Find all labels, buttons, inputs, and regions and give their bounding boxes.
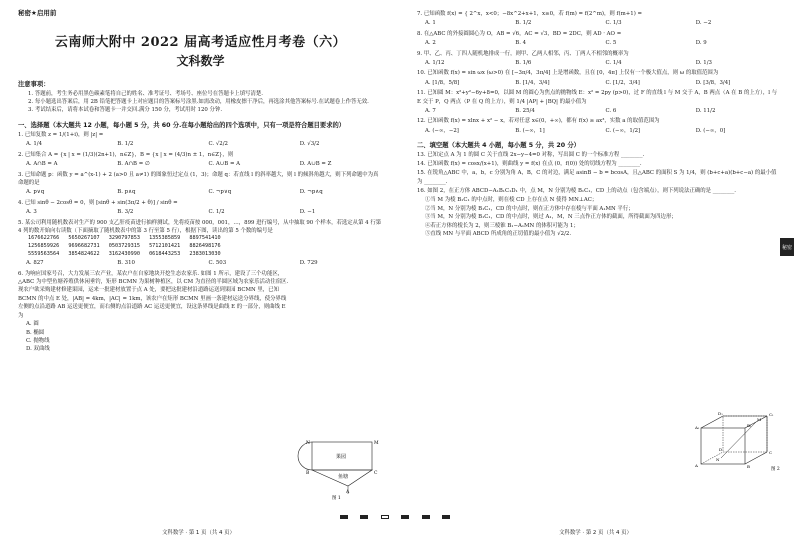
option: D. ¬p∧q	[299, 189, 323, 196]
question-2: 2. 已知集合 A = {x | x = (1/3)(2n+1)，n∈Z}，B = {x | x = (4/3)n ± 1，n∈Z}，则	[18, 151, 234, 158]
notice-item: 3. 考试结束后，请将本试卷和答题卡一并交回.满分 150 分，考试用时 120 分钟.	[28, 107, 223, 113]
question-12-options	[417, 127, 778, 135]
option: D. 11/2	[695, 108, 716, 115]
figure-2-label: 图 2	[771, 467, 780, 472]
question-6-options	[18, 320, 383, 354]
option: C. A∪B = A	[208, 161, 241, 168]
mark	[340, 515, 348, 519]
random-table-row: 1676622766 5650267107 3290797853 1355385859 8897541410	[28, 235, 221, 242]
section1-heading: 一、选择题（本大题共 12 小题，每小题 5 分，共 60 分.在每小题给出的四个选项中，只有一项是符合题目要求的）	[18, 122, 346, 129]
option: B. A∩B = ∅	[117, 161, 150, 168]
option: A. 圆	[26, 321, 39, 328]
option: D. 729	[299, 260, 318, 267]
option: B. 3/2	[117, 209, 134, 216]
option: C. [1/2，3/4]	[605, 79, 640, 86]
page-footer-2: 文科数学 · 第 2 页（共 4 页）	[559, 530, 632, 536]
question-1: 1. 已知复数 z = 1/(1+i)，则 |z| =	[18, 132, 104, 138]
question-2-options	[18, 160, 383, 168]
question-11: 11. 已知圆 M：x²+y²−6y+8=0，以圆 M 的圆心为焦点的抛物线 E：x² = 2py (p>0)，过 F 的直线 l 与 M 交于 A，B 两点（A 在 B 的上方），l 与 E 交于 P，Q 两点（P 在 Q 的上方），则 1/4 |AP| + |BQ| 的最小值为	[417, 90, 778, 105]
question-10-options	[417, 79, 778, 87]
option: D. −1	[299, 209, 316, 216]
statement: ①当 M 为棱 B₁C₁ 的中点时，则在棱 CD 上存在点 N 使得 MN⊥AC；	[425, 197, 598, 204]
figure-1-zone-orchard: 果园	[336, 454, 347, 460]
question-5: 5. 某公司利用随机数表对生产的 900 支乙肝疫苗进行抽样测试，先将疫苗按 000，001，…，899 进行编号，从中抽取 90 个样本，若选定从第 4 行第 4 列的数开始向右读数（下面摘取了随机数表中的第 3 行至第 5 行），根据下图，读出的第 5 个数的编号是	[18, 219, 382, 235]
question-12: 12. 已知函数 f(x) = xlnx + x² − x，若对任意 x∈(0，+∞)，都有 f(x) ≥ ax³，实数 a 的取值范围为	[417, 118, 660, 125]
option: D. A∪B = Z	[299, 161, 332, 168]
option: A. [1/8，5/8]	[425, 79, 460, 86]
page-footer-1: 文科数学 · 第 1 页（共 4 页）	[162, 530, 235, 536]
option: A. (−∞，−2]	[425, 127, 459, 134]
question-7: 7. 已知函数 f(x) = { 2^x，x<0；−8x^2+x+1，x≥0，若 f(m) = f(2^m)，则 f(m+1) =	[417, 11, 643, 17]
exam-subject: 文科数学	[176, 54, 225, 68]
option: D. 1/3	[695, 60, 712, 67]
option: C. 6	[605, 108, 617, 115]
statement: ②当 M，N 分别为棱 B₁C₁，CD 的中点时，则在正方体中存在棱与平面 A₁MN 平行；	[425, 205, 634, 212]
option: C. 5	[605, 40, 617, 47]
question-3-options	[18, 188, 383, 196]
question-9: 9. 甲、乙、丙、丁四人随机地排成一行，则甲、乙两人相邻，丙、丁两人不相邻的概率为	[417, 50, 629, 57]
mark	[381, 515, 389, 519]
figure-2-point: B₁	[747, 423, 752, 428]
figure-1-point: M	[374, 441, 379, 446]
option: C. 1/2	[208, 209, 225, 216]
statement: ③当 M，N 分别为棱 B₁C₁，CD 的中点时，则过 A₁，M，N 三点作正方体的截面，所得截面为四边形；	[425, 214, 677, 221]
page-separator-marks	[340, 515, 450, 521]
option: A. 7	[425, 108, 436, 115]
option: B. 1/6	[515, 60, 532, 67]
question-4-options	[18, 208, 383, 216]
side-tab-secret: 秘密	[780, 238, 794, 256]
question-8-options	[417, 39, 778, 47]
option: C. 1/3	[605, 20, 622, 27]
mark	[442, 515, 450, 519]
question-9-options	[417, 59, 778, 67]
mark	[422, 515, 430, 519]
option: C. 抛物线	[26, 337, 50, 344]
option: A. p∨q	[26, 189, 45, 196]
mark	[401, 515, 409, 519]
question-16: 16. 如图 2，在正方体 ABCD−A₁B₁C₁D₁ 中，点 M，N 分别为棱 B₁C₁，CD 上的动点（包含端点），则下列说法正确的是 ________.	[417, 188, 737, 195]
option: C. ¬p∨q	[208, 189, 232, 196]
question-3: 3. 已知命题 p：函数 y = a^(x-1) + 2 (a>0 且 a≠1) 的图象恒过定点 (1，3)；命题 q：若直线 l 的斜率越大，则 l 的倾斜角越大，则下列命题中为真命题的是	[18, 171, 379, 187]
figure-2-point: D	[719, 447, 723, 452]
notice-heading: 注意事项：	[18, 81, 50, 88]
notice-item: 1. 答题前，考生务必用黑色碳素笔将自己的姓名、准考证号、考场号、座位号在答题卡上填写清楚.	[28, 91, 263, 97]
exam-page-2	[397, 0, 794, 544]
option: B. p∧q	[117, 189, 136, 196]
option: B. 310	[117, 260, 135, 267]
option: C. 1/4	[605, 60, 622, 67]
mark	[360, 515, 368, 519]
option: A. A∩B = A	[26, 161, 58, 168]
figure-1-diagram	[288, 438, 384, 500]
option: D. [3/8，3/4]	[695, 79, 731, 86]
figure-2-point: M	[757, 417, 762, 422]
random-table-row: 5559563564 3854824622 3162430990 0618443253 2383013030	[28, 250, 221, 257]
question-7-options	[417, 19, 778, 27]
question-15: 15. 在锐角△ABC 中，a，b，c 分别为角 A，B，C 的对边，满足 asinB − b = bcosA，且△ABC 的面积 S 为 1/4，则 (b+c+a)(b+c−a) 的最小值为 ________.	[417, 170, 777, 186]
figure-2-point: B	[747, 464, 750, 469]
option: B. 椭圆	[26, 329, 45, 336]
option: A. 2	[425, 40, 436, 47]
random-table-row: 1256859926 9696682731 0503729315 5712101421 8826498176	[28, 243, 221, 250]
option: D. −2	[695, 20, 712, 27]
figure-1-point: A	[346, 490, 350, 495]
question-11-options	[417, 107, 778, 115]
option: A. 1/12	[425, 60, 445, 67]
option: C. (−∞，1/2]	[605, 127, 641, 134]
option: C. √2/2	[208, 141, 228, 148]
option: B. [1/4，3/4]	[515, 79, 550, 86]
question-14: 14. 已知函数 f(x) = cosx/(x+1)，则曲线 y = f(x) 在点 (0，f(0)) 处的切线方程为 ________.	[417, 161, 642, 168]
question-10: 10. 已知函数 f(x) = sin ωx (ω>0) 在 [−3π/4，3π/4] 上是增函数，且在 [0，4π] 上仅有一个极大值点，则 ω 的取值范围为	[417, 70, 719, 77]
option: C. 503	[208, 260, 227, 267]
figure-1-point: N	[306, 441, 310, 446]
option: A. 3	[26, 209, 37, 216]
question-6: 6. 为响应国家号召，大力发展三农产业，某农户在自家地块开挖生态农家乐. 如图 1 所示，建设了三个功能区，△ABC 为中型鱼塘养殖供休闲垂钓，矩形 BCMN 为果树种植区，以 CM 为直径的半圆区域为农家乐活动住宿区. 现农户欲采购建材修建果园，运来一批建材放置于点 A 处，要把这批建材沿道路运送到果园 BCMN 里，已知 BCMN 的中点 E 处，|AB| = 4km，|AC| = 1km，该农户在矩形 BCMN 里画一条建材运送分界线，使分界线左侧的点沿道路 AB 运送更便宜，而右侧的点沿道路 AC 运送更便宜，设这条界线是曲线 E 的一部分，则曲线 E 为	[18, 270, 289, 319]
question-13: 13. 已知定点 A 为 1 的圆 C 关于直线 2x−y−4=0 对称，写出圆 C 的一个标准方程 ________.	[417, 152, 645, 159]
figure-2-point: N	[716, 457, 720, 462]
figure-2-point: D₁	[718, 412, 723, 416]
statement: ④若正方体的棱长为 2，则三棱锥 B₁−A₁MN 的体积可能为 1；	[425, 222, 579, 229]
figure-2-point: C	[769, 450, 773, 455]
figure-1-point: B	[306, 471, 310, 476]
option: D. 双曲线	[26, 346, 50, 353]
option: D. √3/2	[299, 141, 320, 148]
option: D. (−∞，0]	[695, 127, 726, 134]
option: D. 9	[695, 40, 707, 47]
statement: ⑤直线 MN 与平面 ABCD 所成角的正切值的最小值为 √2/2.	[425, 230, 572, 237]
option: B. 25/4	[515, 108, 535, 115]
section2-heading: 二、填空题（本大题共 4 小题，每小题 5 分，共 20 分）	[417, 142, 580, 150]
figure-2-point: A	[695, 463, 698, 468]
figure-2-point: A₁	[695, 425, 700, 430]
option: B. 1/2	[117, 141, 134, 148]
question-1-options	[18, 140, 383, 148]
option: B. (−∞，1]	[515, 127, 545, 134]
secret-label: 秘密★启用前	[18, 9, 57, 17]
figure-2-point: C₁	[769, 412, 774, 417]
option: A. 1	[425, 20, 436, 27]
question-4: 4. 已知 sinθ − 2cosθ = 0，则 [sinθ + sin(3π/2 + θ)] / sinθ =	[18, 199, 178, 206]
figure-2-cube	[691, 412, 783, 474]
option: B. 1/2	[515, 20, 532, 27]
figure-1-point: C	[374, 471, 378, 476]
question-5-options	[18, 259, 383, 267]
notice-item: 2. 每小题选出答案后，用 2B 铅笔把答题卡上对应题目的答案标号涂黑.如需改动，用橡皮擦干净后，再选涂其他答案标号.在试题卷上作答无效.	[28, 99, 369, 105]
option: A. 827	[26, 260, 44, 267]
question-16-statements	[417, 196, 679, 238]
question-8: 8. 在△ABC 的外接圆圆心为 O，AB = √6，AC = √3，BD = 2DC，则 AD · AO =	[417, 30, 622, 37]
figure-1-label: 图 1	[332, 496, 341, 500]
figure-1-zone-pond: 鱼塘	[338, 474, 349, 480]
exam-title: 云南师大附中 2022 届高考适应性月考卷（六）	[54, 35, 347, 50]
option: B. 4	[515, 40, 527, 47]
option: A. 1/4	[26, 141, 42, 148]
